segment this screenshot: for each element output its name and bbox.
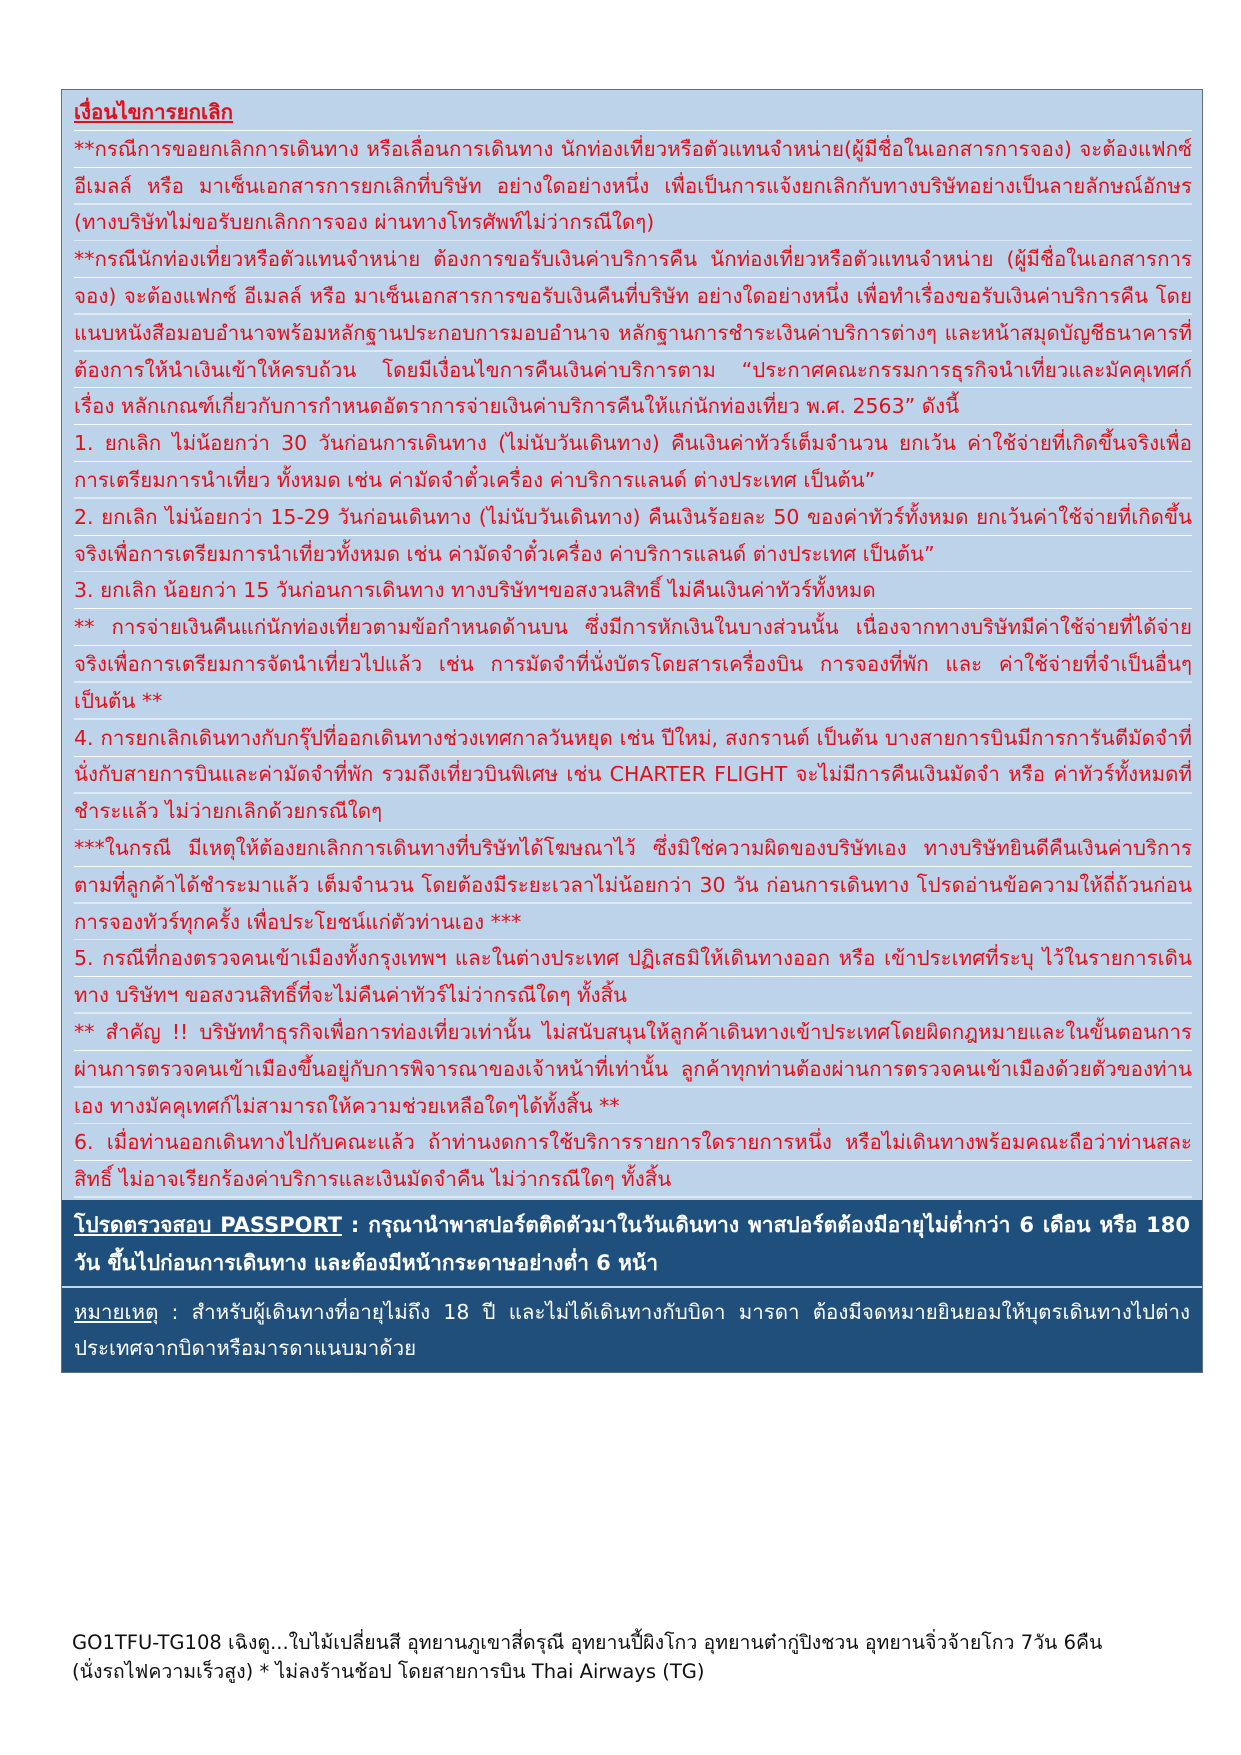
- passport-notice: [62, 1200, 1202, 1286]
- footer-line: (นั่งรถไฟความเร็วสูง) * ไม่ลงร้านช้อป โดยสายการบิน Thai Airways (TG): [72, 1660, 705, 1683]
- page-footer: [72, 1628, 1192, 1686]
- condition-paragraph: ** สำคัญ !! บริษัททำธุรกิจเพื่อการท่องเที่ยวเท่านั้น ไม่สนับสนุนให้ลูกค้าเดินทางเข้าประเทศโดยผิดกฎหมายและในขั้นตอนการผ่านการตรวจคนเข้าเมืองขึ้นอยู่กับการพิจารณาของเจ้าหน้าที่เท่านั้น ลูกค้าทุกท่านต้องผ่านการตรวจคนเข้าเมืองด้วยตัวของท่านเอง ทางมัคคุเทศก์ไม่สามารถให้ความช่วยเหลือใดๆได้ทั้งสิ้น **: [74, 1014, 1192, 1124]
- terms-box: [61, 89, 1203, 1373]
- cancellation-conditions: [62, 90, 1202, 1200]
- conditions-title-row: [74, 94, 1192, 131]
- condition-paragraph: ***ในกรณี มีเหตุให้ต้องยกเลิกการเดินทางที่บริษัทได้โฆษณาไว้ ซึ่งมิใช่ความผิดของบริษัทเอง ทางบริษัทยินดีคืนเงินค่าบริการตามที่ลูกค้าได้ชำระมาแล้ว เต็มจำนวน โดยต้องมีระยะเวลาไม่น้อยกว่า 30 วัน ก่อนการเดินทาง โปรดอ่านข้อความให้ถี่ถ้วนก่อนการจองทัวร์ทุกครั้ง เพื่อประโยชน์แก่ตัวท่านเอง ***: [74, 830, 1192, 940]
- condition-paragraph: 5. กรณีที่กองตรวจคนเข้าเมืองทั้งกรุงเทพฯ และในต่างประเทศ ปฏิเสธมิให้เดินทางออก หรือ เข้าประเทศที่ระบุ ไว้ในรายการเดินทาง บริษัทฯ ขอสงวนสิทธิ์ที่จะไม่คืนค่าทัวร์ไม่ว่ากรณีใดๆ ทั้งสิ้น: [74, 940, 1192, 1014]
- passport-text: : กรุณานำพาสปอร์ตติดตัวมาในวันเดินทาง พาสปอร์ตต้องมีอายุไม่ต่ำกว่า 6 เดือน หรือ 180 วัน ขึ้นไปก่อนการเดินทาง และต้องมีหน้ากระดาษอย่างต่ำ 6 หน้า: [74, 1212, 1190, 1275]
- condition-paragraph: 1. ยกเลิก ไม่น้อยกว่า 30 วันก่อนการเดินทาง (ไม่นับวันเดินทาง) คืนเงินค่าทัวร์เต็มจำนวน ยกเว้น ค่าใช้จ่ายที่เกิดขึ้นจริงเพื่อการเตรียมการนำเที่ยว ทั้งหมด เช่น ค่ามัดจำตั๋วเครื่อง ค่าบริการแลนด์ ต่างประเทศ เป็นต้น”: [74, 425, 1192, 499]
- condition-paragraph: ** การจ่ายเงินคืนแก่นักท่องเที่ยวตามข้อกำหนดด้านบน ซึ่งมีการหักเงินในบางส่วนนั้น เนื่องจากทางบริษัทมีค่าใช้จ่ายที่ได้จ่ายจริงเพื่อการเตรียมการจัดนำเที่ยวไปแล้ว เช่น การมัดจำที่นั่งบัตรโดยสารเครื่องบิน การจองที่พัก และ ค่าใช้จ่ายที่จำเป็นอื่นๆ เป็นต้น **: [74, 609, 1192, 719]
- condition-paragraph: 3. ยกเลิก น้อยกว่า 15 วันก่อนการเดินทาง ทางบริษัทฯขอสงวนสิทธิ์ ไม่คืนเงินค่าทัวร์ทั้งหมด: [74, 572, 1192, 609]
- passport-label: โปรดตรวจสอบ PASSPORT: [74, 1212, 343, 1237]
- remark-notice: [62, 1286, 1202, 1372]
- footer-line: GO1TFU-TG108 เฉิงตู...ใบไม้เปลี่ยนสี อุทยานภูเขาสี่ดรุณี อุทยานปี้ผิงโกว อุทยานต๋ากู่ปิงชวน อุทยานจิ่วจ้ายโกว 7วัน 6คืน: [72, 1631, 1103, 1654]
- condition-paragraph: 2. ยกเลิก ไม่น้อยกว่า 15-29 วันก่อนเดินทาง (ไม่นับวันเดินทาง) คืนเงินร้อยละ 50 ของค่าทัวร์ทั้งหมด ยกเว้นค่าใช้จ่ายที่เกิดขึ้นจริงเพื่อการเตรียมการนำเที่ยวทั้งหมด เช่น ค่ามัดจำตั๋วเครื่อง ค่าบริการแลนด์ ต่างประเทศ เป็นต้น”: [74, 499, 1192, 573]
- remark-text: : สำหรับผู้เดินทางที่อายุไม่ถึง 18 ปี และไม่ได้เดินทางกับบิดา มารดา ต้องมีจดหมายยินยอมให้บุตรเดินทางไปต่างประเทศจากบิดาหรือมารดาแนบมาด้วย: [74, 1299, 1190, 1360]
- condition-paragraph: **กรณีนักท่องเที่ยวหรือตัวแทนจำหน่าย ต้องการขอรับเงินค่าบริการคืน นักท่องเที่ยวหรือตัวแทนจำหน่าย (ผู้มีชื่อในเอกสารการจอง) จะต้องแฟกซ์ อีเมลล์ หรือ มาเซ็นเอกสารการขอรับเงินคืนที่บริษัท อย่างใดอย่างหนึ่ง เพื่อทำเรื่องขอรับเงินค่าบริการคืน โดยแนบหนังสือมอบอำนาจพร้อมหลักฐานประกอบการมอบอำนาจ หลักฐานการชำระเงินค่าบริการต่างๆ และหน้าสมุดบัญชีธนาคารที่ต้องการให้นำเงินเข้าให้ครบถ้วน โดยมีเงื่อนไขการคืนเงินค่าบริการตาม “ประกาศคณะกรรมการธุรกิจนำเที่ยวและมัคคุเทศก์ เรื่อง หลักเกณฑ์เกี่ยวกับการกำหนดอัตราการจ่ายเงินค่าบริการคืนให้แก่นักท่องเที่ยว พ.ศ. 2563” ดังนี้: [74, 241, 1192, 425]
- condition-paragraph: **กรณีการขอยกเลิกการเดินทาง หรือเลื่อนการเดินทาง นักท่องเที่ยวหรือตัวแทนจำหน่าย(ผู้มีชื่อในเอกสารการจอง) จะต้องแฟกซ์ อีเมลล์ หรือ มาเซ็นเอกสารการยกเลิกที่บริษัท อย่างใดอย่างหนึ่ง เพื่อเป็นการแจ้งยกเลิกกับทางบริษัทอย่างเป็นลายลักษณ์อักษร (ทางบริษัทไม่ขอรับยกเลิกการจอง ผ่านทางโทรศัพท์ไม่ว่ากรณีใดๆ): [74, 131, 1192, 241]
- condition-paragraph: 4. การยกเลิกเดินทางกับกรุ๊ปที่ออกเดินทางช่วงเทศกาลวันหยุด เช่น ปีใหม่, สงกรานต์ เป็นต้น บางสายการบินมีการการันตีมัดจำที่นั่งกับสายการบินและค่ามัดจำที่พัก รวมถึงเที่ยวบินพิเศษ เช่น CHARTER FLIGHT จะไม่มีการคืนเงินมัดจำ หรือ ค่าทัวร์ทั้งหมดที่ชำระแล้ว ไม่ว่ายกเลิกด้วยกรณีใดๆ: [74, 720, 1192, 830]
- conditions-title: เงื่อนไขการยกเลิก: [74, 100, 234, 124]
- condition-paragraph: 6. เมื่อท่านออกเดินทางไปกับคณะแล้ว ถ้าท่านงดการใช้บริการรายการใดรายการหนึ่ง หรือไม่เดินทางพร้อมคณะถือว่าท่านสละสิทธิ์ ไม่อาจเรียกร้องค่าบริการและเงินมัดจำคืน ไม่ว่ากรณีใดๆ ทั้งสิ้น: [74, 1124, 1192, 1198]
- remark-label: หมายเหตุ: [74, 1299, 159, 1324]
